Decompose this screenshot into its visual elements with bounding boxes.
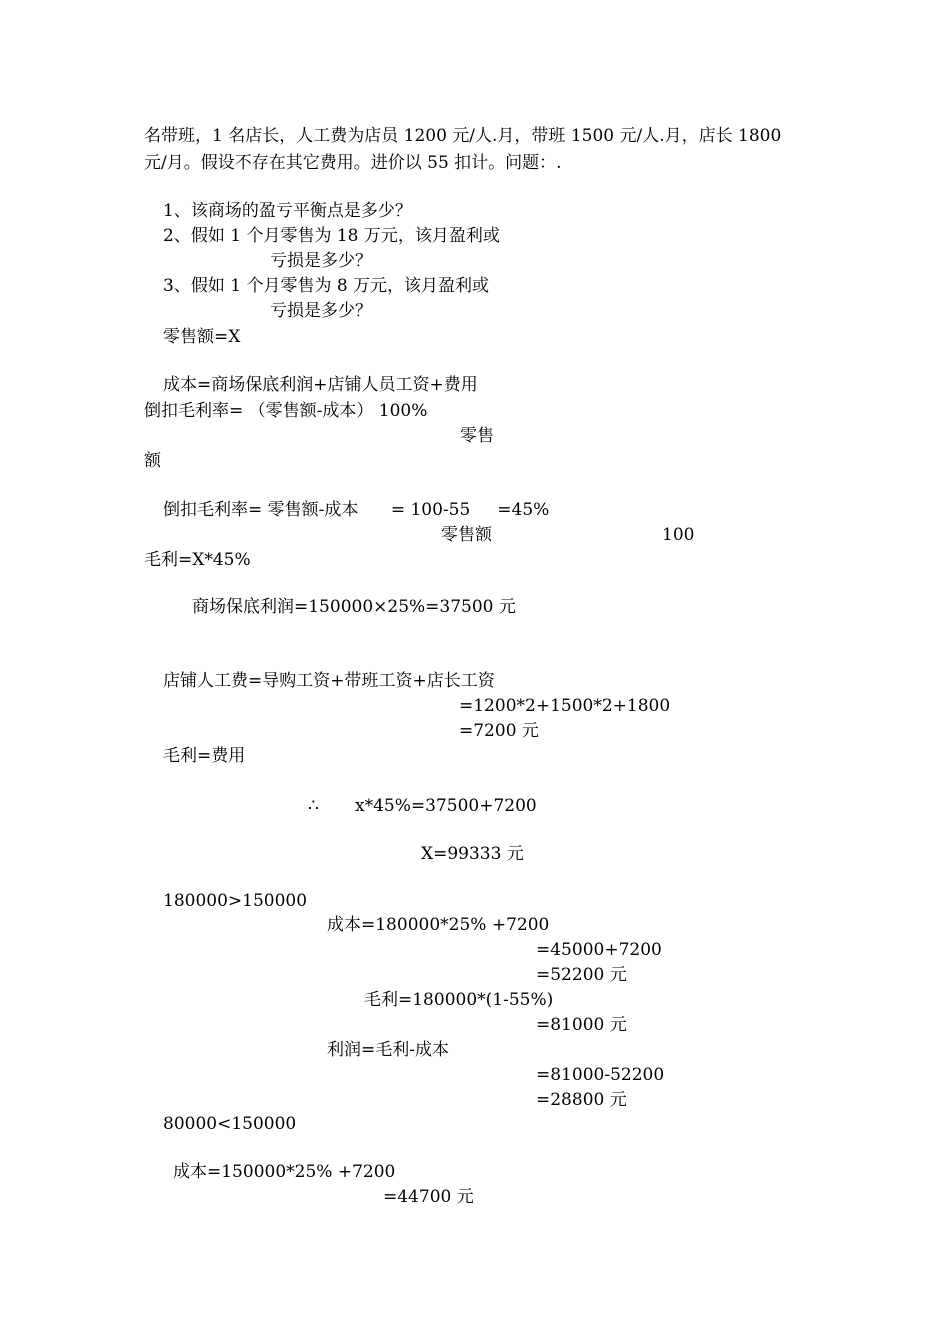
case-80k-compare: 80000<150000 [163, 1114, 297, 1134]
case-180k-cost-step: =45000+7200 [536, 940, 662, 960]
breakeven-equation: x*45%=37500+7200 [355, 796, 537, 816]
margin-calc: 倒扣毛利率= 零售额-成本 = 100-55 =45% [163, 500, 550, 520]
case-180k-gross: 毛利=180000*(1-55%) [364, 990, 554, 1010]
margin-calc-denominator: 零售额 [441, 525, 492, 545]
question-3: 3、假如 1 个月零售为 8 万元，该月盈利或 [163, 276, 490, 296]
guaranteed-profit: 商场保底利润=150000×25%=37500 元 [192, 597, 516, 617]
case-180k-profit: 利润=毛利-成本 [327, 1040, 449, 1060]
question-2-continued: 亏损是多少？ [270, 251, 372, 271]
case-180k-cost-result: =52200 元 [536, 965, 627, 985]
labor-result: =7200 元 [459, 721, 539, 741]
labor-formula: 店铺人工费=导购工资+带班工资+店长工资 [163, 671, 495, 691]
case-80k-cost-result: =44700 元 [383, 1187, 474, 1207]
margin-formula: 倒扣毛利率= （零售额-成本） 100% [144, 401, 428, 421]
intro-line-2: 元/月。假设不存在其它费用。进价以 55 扣计。问题：. [144, 153, 562, 173]
question-2: 2、假如 1 个月零售为 18 万元，该月盈利或 [163, 226, 500, 246]
labor-calc: =1200*2+1500*2+1800 [459, 696, 671, 716]
case-180k-cost: 成本=180000*25% +7200 [327, 915, 550, 935]
breakeven-result: X=99333 元 [421, 844, 524, 864]
margin-denominator: 零售 [460, 426, 494, 446]
gross-profit-formula: 毛利=X*45% [144, 550, 251, 570]
intro-line-1: 名带班，1 名店长，人工费为店员 1200 元/人.月，带班 1500 元/人.月，店长 1800 [144, 126, 782, 146]
margin-calc-hundred: 100 [662, 525, 695, 545]
case-180k-compare: 180000>150000 [163, 891, 308, 911]
question-3-continued: 亏损是多少？ [270, 301, 372, 321]
case-180k-profit-result: =28800 元 [536, 1090, 627, 1110]
case-180k-gross-result: =81000 元 [536, 1015, 627, 1035]
cost-definition: 成本=商场保底利润+店铺人员工资+费用 [163, 375, 478, 395]
case-180k-profit-step: =81000-52200 [536, 1065, 665, 1085]
therefore-symbol: ∴ [308, 796, 319, 816]
margin-denominator-wrap: 额 [144, 451, 161, 471]
retail-definition: 零售额=X [163, 327, 241, 347]
breakeven-condition: 毛利=费用 [163, 746, 246, 766]
case-80k-cost: 成本=150000*25% +7200 [173, 1162, 396, 1182]
question-1: 1、该商场的盈亏平衡点是多少？ [163, 201, 412, 221]
